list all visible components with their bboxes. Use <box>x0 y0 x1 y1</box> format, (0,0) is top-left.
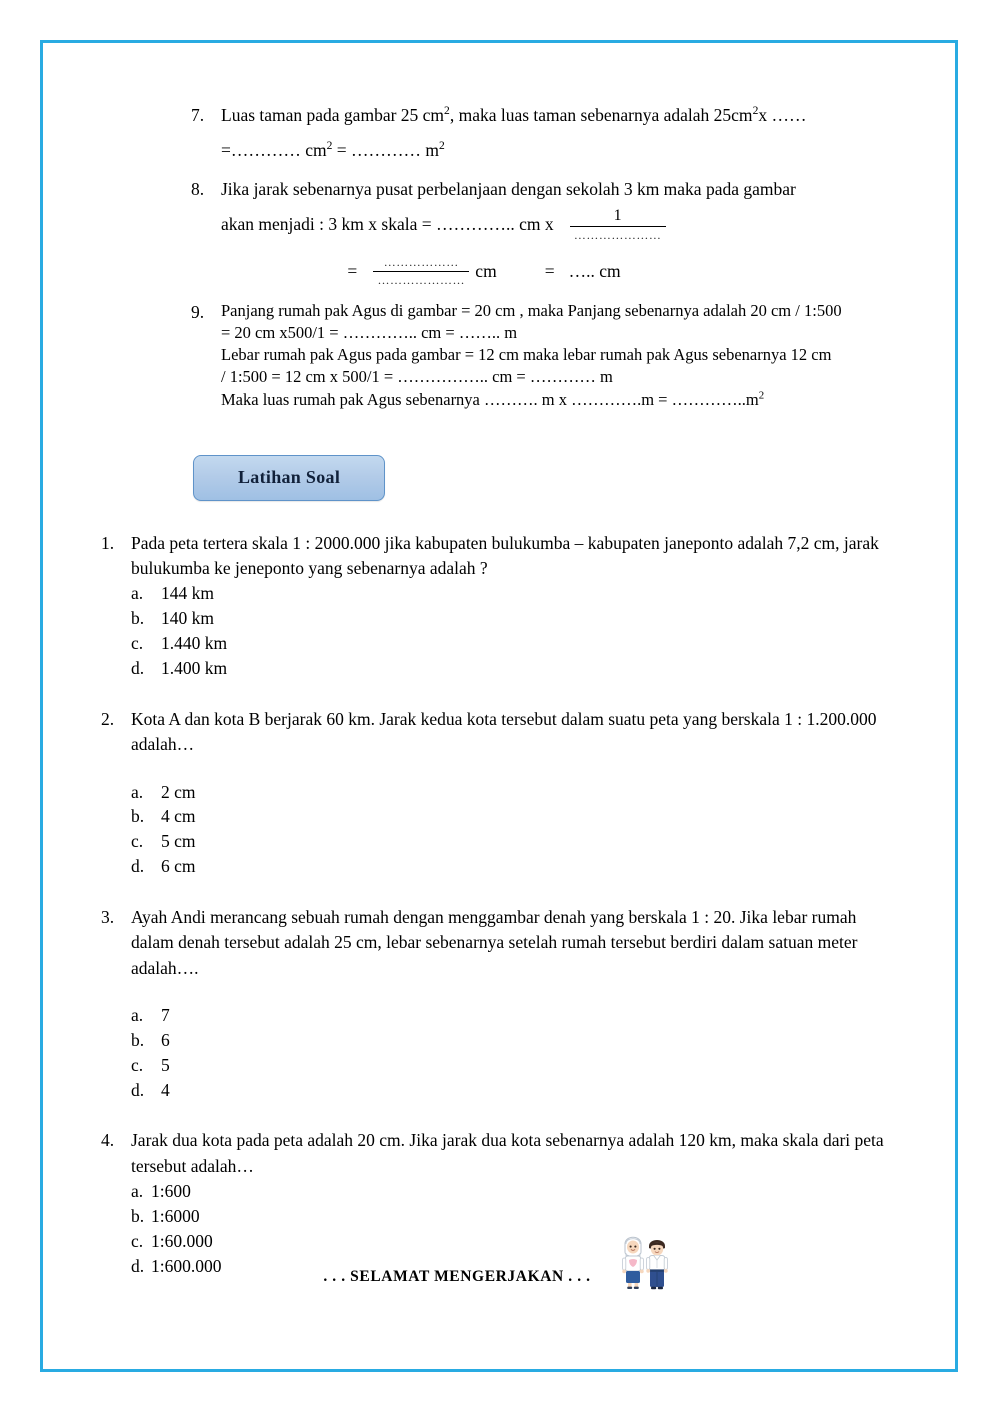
worked-item-number: 7. <box>191 105 205 125</box>
footer <box>43 1228 955 1290</box>
closing-message: . . . SELAMAT MENGERJAKAN . . . <box>323 1268 591 1285</box>
fraction-denominator: ………………… <box>573 228 662 243</box>
question-item-2 <box>101 707 897 879</box>
fraction-numerator: ……………… <box>383 254 459 269</box>
option-key: a. <box>131 1181 144 1202</box>
option-d[interactable] <box>131 1078 897 1103</box>
option-text: 4 cm <box>161 806 196 827</box>
superscript: 2 <box>758 389 765 402</box>
option-b[interactable] <box>131 1204 897 1229</box>
option-a[interactable] <box>131 780 897 805</box>
question-item-3 <box>101 905 897 1103</box>
question-number: 2. <box>101 708 115 729</box>
text-segment: Maka luas rumah pak Agus sebenarnya ………. m x ………….m = …………..m <box>221 389 759 409</box>
option-text: 1:6000 <box>151 1206 200 1226</box>
option-c[interactable] <box>131 829 897 854</box>
worked-item-number: 9. <box>191 302 205 323</box>
option-text: 5 cm <box>161 831 196 852</box>
worked-item-line <box>221 103 897 128</box>
text-segment: = ………… m <box>332 139 440 160</box>
fraction-blank-over-blank <box>373 256 469 286</box>
worked-item-fraction-row <box>221 208 897 242</box>
superscript: 2 <box>439 140 445 153</box>
worked-item-number: 8. <box>191 178 205 199</box>
worked-item-line <box>221 389 897 411</box>
text-segment: akan menjadi : 3 km x skala = ………….. cm x <box>221 214 554 235</box>
question-body <box>131 707 897 879</box>
option-text: 4 <box>161 1079 170 1100</box>
equals-sign: = <box>544 260 555 281</box>
option-a[interactable] <box>131 581 897 606</box>
option-key: c. <box>131 633 144 654</box>
question-stem: Pada peta tertera skala 1 : 2000.000 jika kabupaten bulukumba – kabupaten janeponto adalah 7,2 cm, jarak bulukumba ke jeneponto yang sebenarnya adalah ? <box>131 532 879 579</box>
unit-label: cm <box>475 260 497 281</box>
option-key: a. <box>131 583 144 604</box>
text-segment: x …… <box>758 105 807 125</box>
worked-item-line: Jika jarak sebenarnya pusat perbelanjaan dengan sekolah 3 km maka pada gambar <box>221 178 796 199</box>
questions-list <box>101 531 897 1279</box>
option-text: 140 km <box>161 608 214 629</box>
option-key: c. <box>131 831 144 852</box>
question-number: 3. <box>101 906 115 927</box>
worked-item-line: Lebar rumah pak Agus pada gambar = 12 cm maka lebar rumah pak Agus sebenarnya 12 cm <box>221 345 832 365</box>
option-text: 1.400 km <box>161 657 228 678</box>
two-students-icon <box>617 1228 675 1290</box>
fraction-numerator: 1 <box>613 206 622 224</box>
superscript: 2 <box>752 105 759 118</box>
question-stem: Kota A dan kota B berjarak 60 km. Jarak kedua kota tersebut dalam suatu peta yang berskala 1 : 1.200.000 adalah… <box>131 708 877 755</box>
text-segment: ….. cm <box>568 260 621 281</box>
worked-item-line: Panjang rumah pak Agus di gambar = 20 cm , maka Panjang sebenarnya adalah 20 cm / 1:500 <box>221 301 842 321</box>
option-b[interactable] <box>131 1028 897 1053</box>
text-segment: , maka luas taman sebenarnya adalah 25cm <box>449 105 753 125</box>
option-key: d. <box>131 1079 145 1100</box>
fraction-one-over-scale <box>570 208 666 242</box>
option-text: 2 cm <box>161 781 196 802</box>
option-text: 7 <box>161 1005 170 1026</box>
options-list <box>131 1003 897 1102</box>
option-text: 1:60.000 <box>151 1230 213 1251</box>
latihan-soal-banner-wrap <box>101 455 897 501</box>
worked-item-line: / 1:500 = 12 cm x 500/1 = …………….. cm = ………… m <box>221 367 613 387</box>
question-item-1 <box>101 531 897 681</box>
superscript: 2 <box>326 140 333 153</box>
text-segment: Luas taman pada gambar 25 cm <box>221 105 445 125</box>
option-text: 6 <box>161 1029 170 1050</box>
worked-item-body <box>221 103 897 163</box>
option-key: b. <box>131 1206 145 1226</box>
option-key: d. <box>131 856 145 877</box>
worked-item-9 <box>101 300 897 411</box>
worked-item-8 <box>101 177 897 286</box>
question-body <box>131 905 897 1103</box>
option-key: c. <box>131 1230 144 1251</box>
option-key: d. <box>131 1255 145 1276</box>
worked-item-line: = 20 cm x500/1 = ………….. cm = …….. m <box>221 323 518 343</box>
worked-item-line <box>221 138 897 163</box>
option-key: b. <box>131 806 145 827</box>
option-b[interactable] <box>131 606 897 631</box>
option-d[interactable] <box>131 854 897 879</box>
option-b[interactable] <box>131 804 897 829</box>
option-key: b. <box>131 608 145 629</box>
fraction-denominator: ………………… <box>377 272 466 287</box>
fraction-bar <box>373 271 469 272</box>
options-list <box>131 581 897 680</box>
text-segment: =………… cm <box>221 139 327 160</box>
option-key: d. <box>131 657 145 678</box>
superscript: 2 <box>444 105 450 118</box>
page-content <box>43 43 955 1369</box>
question-number: 4. <box>101 1130 115 1151</box>
question-body <box>131 531 897 681</box>
option-text: 144 km <box>161 583 214 604</box>
option-text: 1.440 km <box>161 633 228 654</box>
question-stem: Ayah Andi merancang sebuah rumah dengan menggambar denah yang berskala 1 : 20. Jika lebar rumah dalam denah tersebut adalah 25 cm, lebar sebenarnya setelah rumah tersebut berdiri dalam satuan meter adalah…. <box>131 906 858 978</box>
equals-sign: = <box>347 260 358 281</box>
options-list <box>131 780 897 879</box>
option-key: a. <box>131 781 144 802</box>
option-c[interactable] <box>131 1053 897 1078</box>
latihan-soal-banner: Latihan Soal <box>193 455 385 501</box>
option-key: b. <box>131 1029 145 1050</box>
option-text: 1:600.000 <box>151 1255 222 1276</box>
option-text: 1:600 <box>151 1181 191 1202</box>
option-c[interactable] <box>131 631 897 656</box>
option-d[interactable] <box>131 656 897 681</box>
option-key: c. <box>131 1054 144 1075</box>
page-border <box>40 40 958 1372</box>
worked-item-body <box>221 177 897 286</box>
option-text: 6 cm <box>161 856 196 877</box>
option-a[interactable] <box>131 1179 897 1204</box>
option-key: a. <box>131 1005 144 1026</box>
question-stem: Jarak dua kota pada peta adalah 20 cm. Jika jarak dua kota sebenarnya adalah 120 km, maka skala dari peta tersebut adalah… <box>131 1130 884 1176</box>
worked-item-body <box>221 300 897 411</box>
option-text: 5 <box>161 1054 170 1075</box>
worked-examples-list <box>101 103 897 411</box>
worked-item-7 <box>101 103 897 163</box>
option-a[interactable] <box>131 1003 897 1028</box>
fraction-bar <box>570 226 666 227</box>
question-number: 1. <box>101 532 115 553</box>
worked-item-fraction-row <box>221 256 897 286</box>
